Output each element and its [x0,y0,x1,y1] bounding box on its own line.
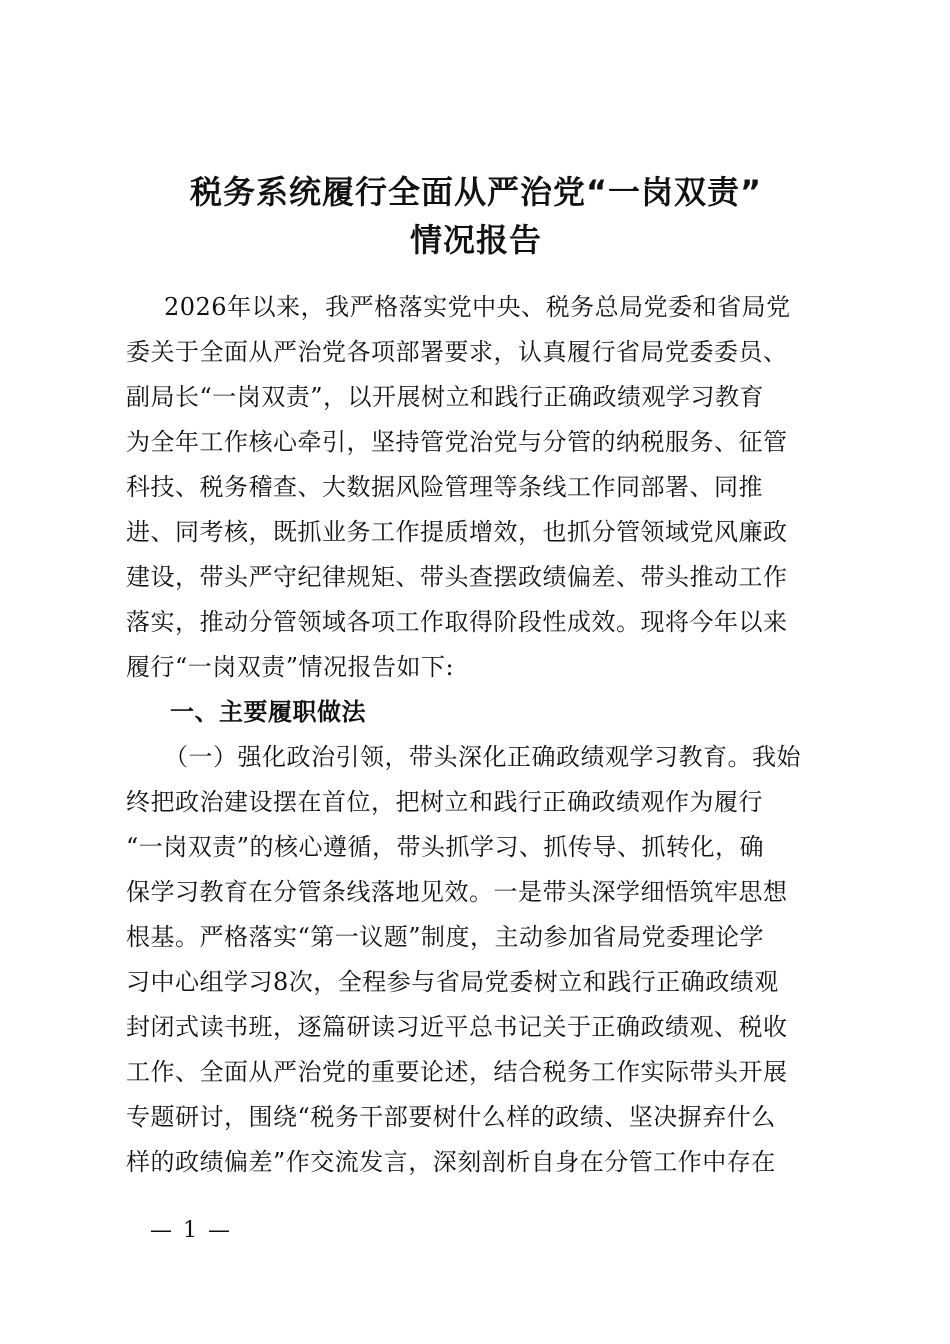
paragraph-line: 委关于全面从严治党各项部署要求，认真履行省局党委委员、 [126,338,788,366]
paragraph-line: 封闭式读书班，逐篇研读习近平总书记关于正确政绩观、税收 [126,1013,788,1041]
paragraph-line: 工作、全面从严治党的重要论述，结合税务工作实际带头开展 [126,1058,788,1086]
document-body [126,285,826,1185]
paragraph-line: 科技、税务稽查、大数据风险管理等条线工作同部署、同推 [126,473,763,501]
paragraph-line: 副局长“一岗双责”，以开展树立和践行正确政绩观学习教育 [126,383,765,411]
paragraph-line: 进、同考核，既抓业务工作提质增效，也抓分管领域党风廉政 [126,518,788,546]
paragraph-line: 为全年工作核心牵引，坚持管党治党与分管的纳税服务、征管 [126,428,788,456]
paragraph-line: 终把政治建设摆在首位，把树立和践行正确政绩观作为履行 [126,788,763,816]
paragraph-line: 履行“一岗双责”情况报告如下: [126,653,455,681]
paragraph-line: 建设，带头严守纪律规矩、带头查摆政绩偏差、带头推动工作 [126,563,788,591]
paragraph-line: “一岗双责”的核心遵循，带头抓学习、抓传导、抓转化，确 [126,833,765,861]
page-number: — 1 — [150,1218,232,1243]
paragraph-line: 专题研讨，围绕“税务干部要树什么样的政绩、坚决摒弃什么 [126,1103,776,1131]
paragraph-line: 保学习教育在分管条线落地见效。一是带头深学细悟筑牢思想 [126,878,788,906]
paragraph-line: 2026年以来，我严格落实党中央、税务总局党委和省局党 [164,293,791,321]
document-title-line-1: 税务系统履行全面从严治党“一岗双责” [189,173,763,211]
paragraph-line: 根基。严格落实“第一议题”制度，主动参加省局党委理论学 [126,923,765,951]
document-title-line-2: 情况报告 [409,221,542,259]
paragraph-line: 样的政绩偏差”作交流发言，深刻剖析自身在分管工作中存在 [126,1148,776,1176]
paragraph-line: 落实，推动分管领域各项工作取得阶段性成效。现将今年以来 [126,608,788,636]
subsection-heading-line: （一）强化政治引领，带头深化正确政绩观学习教育。我始 [164,743,801,771]
section-heading: 一、主要履职做法 [170,698,366,726]
paragraph-line: 习中心组学习8次，全程参与省局党委树立和践行正确政绩观 [126,968,779,996]
